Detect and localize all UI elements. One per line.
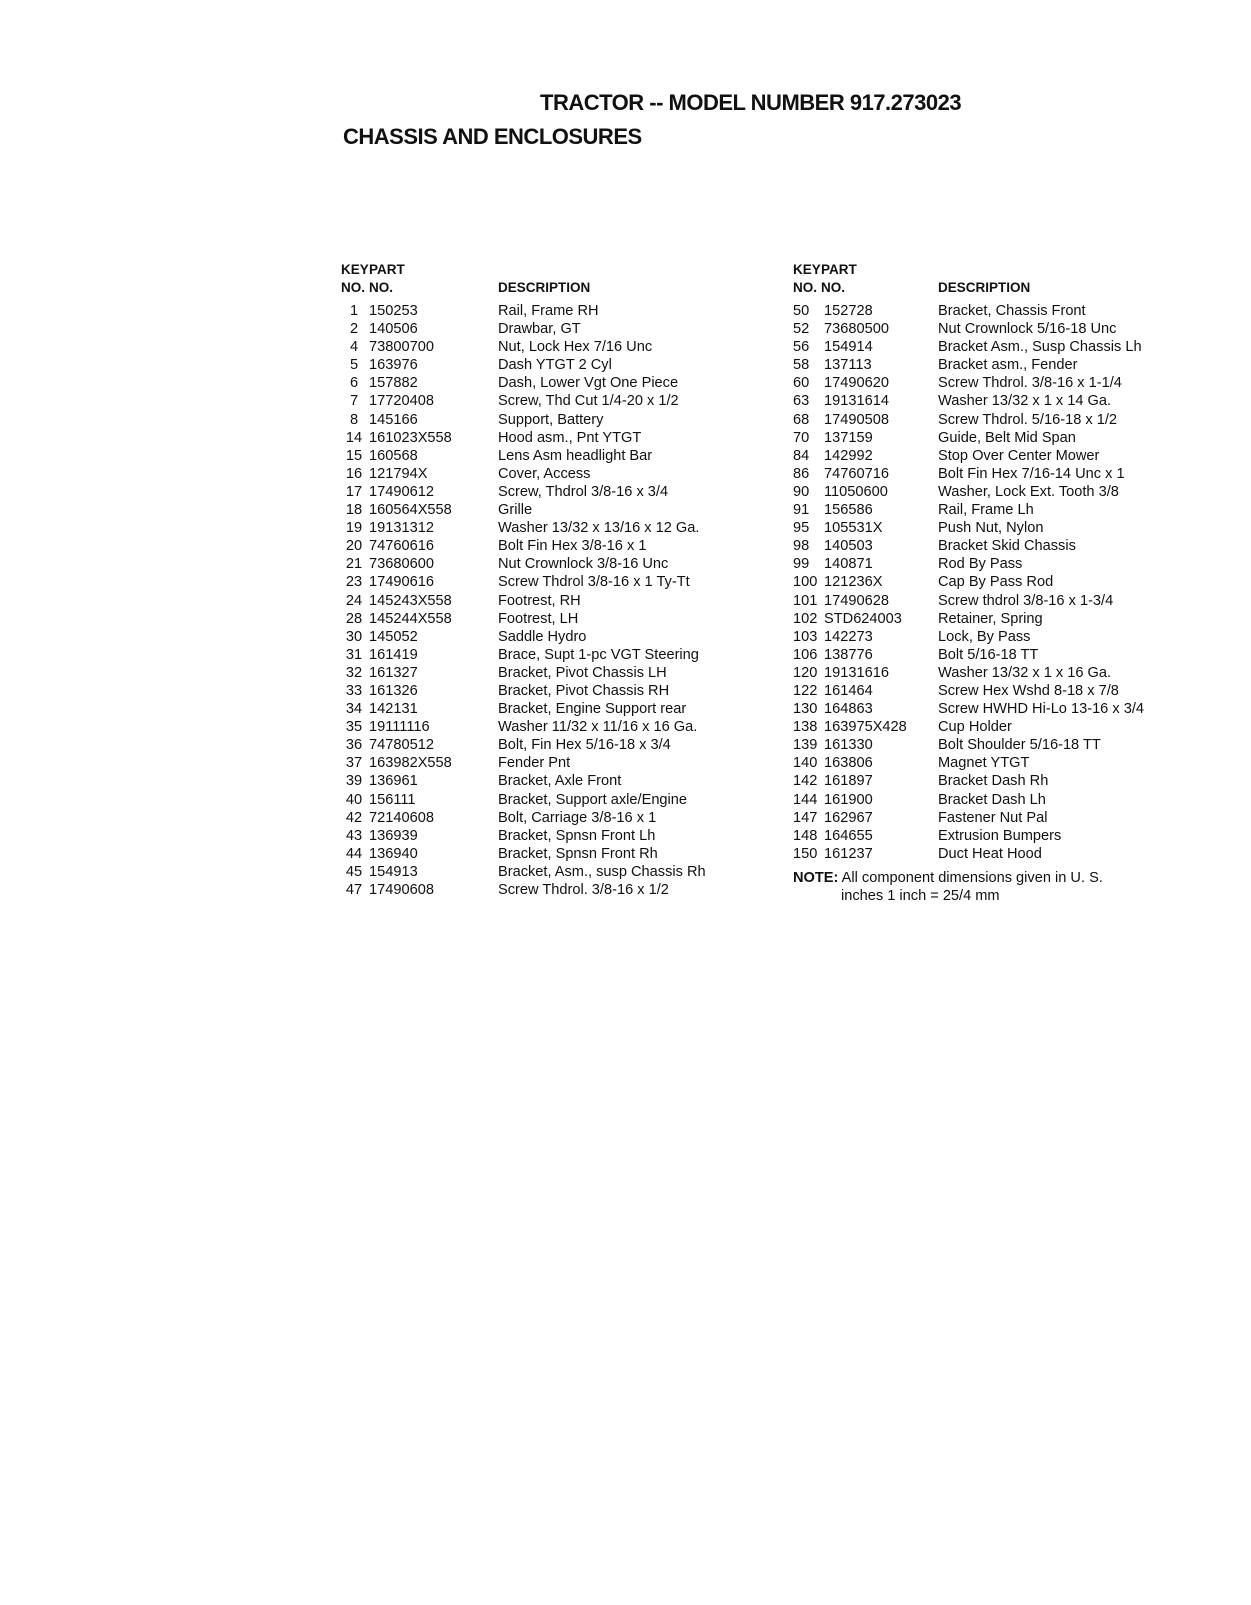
description: Rail, Frame Lh [938, 502, 1034, 519]
key-no: 20 [345, 538, 363, 555]
description: Saddle Hydro [498, 628, 587, 645]
description: Bolt Fin Hex 3/8-16 x 1 [498, 538, 647, 555]
description: Bracket, Asm., susp Chassis Rh [498, 863, 706, 880]
table-row [793, 827, 1233, 845]
description: Bolt, Fin Hex 5/16-18 x 3/4 [498, 737, 671, 754]
table-row [793, 736, 1233, 754]
note-line-1 [793, 869, 1233, 887]
table-row [793, 501, 1233, 519]
table-row [341, 483, 781, 501]
description: Stop Over Center Mower [938, 447, 1100, 464]
table-row [341, 610, 781, 628]
table-row [793, 447, 1233, 465]
part-no: 17490616 [369, 574, 434, 591]
key-no: 39 [345, 773, 363, 790]
header-key-label: KEY [793, 262, 821, 277]
table-row [793, 646, 1233, 664]
table-row [341, 447, 781, 465]
parts-list [341, 302, 781, 899]
key-no: 43 [345, 827, 363, 844]
table-row [341, 320, 781, 338]
table-row [793, 754, 1233, 772]
description: Bracket Skid Chassis [938, 538, 1076, 555]
key-no: 42 [345, 809, 363, 826]
description: Washer 13/32 x 13/16 x 12 Ga. [498, 520, 700, 537]
key-no: 68 [793, 411, 810, 428]
table-row [341, 374, 781, 392]
description: Bolt 5/16-18 TT [938, 646, 1039, 663]
table-row [793, 302, 1233, 320]
table-header [341, 262, 781, 302]
description: Bracket, Pivot Chassis RH [498, 682, 670, 699]
part-no: 157882 [369, 375, 418, 392]
table-row [341, 700, 781, 718]
description: Screw Hex Wshd 8-18 x 7/8 [938, 682, 1119, 699]
header-key-no-label: NO. [341, 280, 366, 295]
note [793, 869, 1233, 905]
part-no: 72140608 [369, 809, 434, 826]
description: Bolt Shoulder 5/16-18 TT [938, 737, 1101, 754]
key-no: 150 [793, 845, 818, 862]
part-no: 73680500 [824, 321, 889, 338]
description: Nut, Lock Hex 7/16 Unc [498, 339, 653, 356]
description: Screw Thdrol. 5/16-18 x 1/2 [938, 411, 1118, 428]
table-header [793, 262, 1233, 302]
part-no: 161023X558 [369, 429, 452, 446]
description: Screw thdrol 3/8-16 x 1-3/4 [938, 592, 1114, 609]
key-no: 7 [349, 393, 359, 410]
table-row [793, 700, 1233, 718]
description: Washer 13/32 x 1 x 14 Ga. [938, 393, 1112, 410]
table-row [793, 809, 1233, 827]
key-no: 28 [345, 610, 363, 627]
description: Lens Asm headlight Bar [498, 447, 653, 464]
key-no: 90 [793, 483, 810, 500]
description: Dash YTGT 2 Cyl [498, 357, 612, 374]
description: Fender Pnt [498, 755, 571, 772]
table-row [793, 573, 1233, 591]
part-no: 150253 [369, 303, 418, 319]
description: Cap By Pass Rod [938, 574, 1054, 591]
key-no: 32 [345, 664, 363, 681]
description: Footrest, LH [498, 610, 579, 627]
description: Extrusion Bumpers [938, 827, 1062, 844]
part-no: 164655 [824, 827, 873, 844]
part-no: 161464 [824, 682, 873, 699]
description: Bracket Asm., Susp Chassis Lh [938, 339, 1142, 356]
table-row [341, 628, 781, 646]
table-row [341, 537, 781, 555]
part-no: 74760616 [369, 538, 434, 555]
table-row [341, 592, 781, 610]
key-no: 142 [793, 773, 818, 790]
key-no: 86 [793, 465, 810, 482]
description: Screw Thdrol. 3/8-16 x 1-1/4 [938, 375, 1122, 392]
key-no: 8 [349, 411, 359, 428]
description: Bracket, Axle Front [498, 773, 622, 790]
key-no: 44 [345, 845, 363, 862]
table-row [341, 863, 781, 881]
key-no: 99 [793, 556, 810, 573]
part-no: 156586 [824, 502, 873, 519]
key-no: 52 [793, 321, 810, 338]
table-row [341, 338, 781, 356]
description: Bracket asm., Fender [938, 357, 1078, 374]
table-row [793, 628, 1233, 646]
table-row [793, 429, 1233, 447]
part-no: 154913 [369, 863, 418, 880]
part-no: 161897 [824, 773, 873, 790]
table-row [793, 592, 1233, 610]
key-no: 102 [793, 610, 818, 627]
part-no: 137113 [824, 357, 872, 374]
part-no: 161327 [369, 664, 418, 681]
key-no: 33 [345, 682, 363, 699]
table-row [793, 718, 1233, 736]
key-no: 148 [793, 827, 818, 844]
table-row [793, 392, 1233, 410]
table-row [341, 754, 781, 772]
description: Bracket Dash Rh [938, 773, 1049, 790]
part-no: 17490628 [824, 592, 889, 609]
description: Nut Crownlock 5/16-18 Unc [938, 321, 1117, 338]
table-row [341, 664, 781, 682]
part-no: 19111116 [369, 719, 430, 736]
table-row [793, 682, 1233, 700]
part-no: 164863 [824, 701, 873, 718]
key-no: 15 [345, 447, 363, 464]
description: Washer, Lock Ext. Tooth 3/8 [938, 483, 1119, 500]
table-row [341, 845, 781, 863]
part-no: 17720408 [369, 393, 434, 410]
key-no: 23 [345, 574, 363, 591]
key-no: 147 [793, 809, 818, 826]
header-description-label: DESCRIPTION [938, 280, 1031, 295]
key-no: 91 [793, 502, 810, 519]
part-no: 74760716 [824, 465, 889, 482]
part-no: 17490608 [369, 882, 434, 898]
table-row [341, 465, 781, 483]
description: Lock, By Pass [938, 628, 1031, 645]
key-no: 40 [345, 791, 363, 808]
note-text-2: inches 1 inch = 25/4 mm [841, 887, 1000, 904]
part-no: 162967 [824, 809, 873, 826]
key-no: 130 [793, 701, 818, 718]
table-row [793, 338, 1233, 356]
description: Bracket, Pivot Chassis LH [498, 664, 667, 681]
part-no: 161237 [824, 845, 873, 862]
key-no: 120 [793, 664, 818, 681]
key-no: 35 [345, 719, 363, 736]
part-no: 140871 [824, 556, 873, 573]
table-row [793, 664, 1233, 682]
part-no: 136940 [369, 845, 418, 862]
key-no: 14 [345, 429, 363, 446]
table-row [793, 772, 1233, 790]
part-no: 142273 [824, 628, 873, 645]
description: Screw Thdrol. 3/8-16 x 1/2 [498, 882, 669, 898]
key-no: 4 [349, 339, 359, 356]
key-no: 70 [793, 429, 810, 446]
key-no: 95 [793, 520, 810, 537]
table-row [341, 411, 781, 429]
section-title: CHASSIS AND ENCLOSURES [343, 124, 642, 149]
key-no: 100 [793, 574, 818, 591]
table-row [793, 519, 1233, 537]
key-no: 5 [349, 357, 359, 374]
parts-table-right [793, 262, 1233, 905]
part-no: 163975X428 [824, 719, 907, 736]
table-row [793, 320, 1233, 338]
table-row [793, 791, 1233, 809]
part-no: 73800700 [369, 339, 434, 356]
part-no: 19131616 [824, 664, 889, 681]
table-row [793, 465, 1233, 483]
description: Duct Heat Hood [938, 845, 1042, 862]
table-row [341, 881, 781, 899]
table-row [341, 809, 781, 827]
key-no: 144 [793, 791, 818, 808]
table-row [793, 845, 1233, 863]
table-row [341, 519, 781, 537]
key-no: 17 [345, 483, 363, 500]
key-no: 6 [349, 375, 359, 392]
description: Brace, Supt 1-pc VGT Steering [498, 646, 699, 663]
table-row [793, 356, 1233, 374]
part-no: 163976 [369, 357, 418, 374]
table-row [341, 791, 781, 809]
part-no: 121794X [369, 465, 428, 482]
table-row [793, 483, 1233, 501]
header-key-no-label: NO. [793, 280, 818, 295]
parts-list [793, 302, 1233, 863]
table-row [793, 374, 1233, 392]
part-no: 154914 [824, 339, 873, 356]
description: Fastener Nut Pal [938, 809, 1048, 826]
key-no: 84 [793, 447, 810, 464]
part-no: 145244X558 [369, 610, 452, 627]
description: Drawbar, GT [498, 321, 581, 338]
key-no: 101 [793, 592, 818, 609]
description: Bracket, Chassis Front [938, 303, 1086, 319]
description: Washer 13/32 x 1 x 16 Ga. [938, 664, 1112, 681]
part-no: 152728 [824, 303, 873, 319]
note-text-1: All component dimensions given in U. S. [841, 869, 1103, 886]
part-no: 145166 [369, 411, 418, 428]
part-no: 145052 [369, 628, 418, 645]
header-part-no-label: NO. [369, 280, 394, 295]
table-row [341, 646, 781, 664]
table-row [341, 429, 781, 447]
part-no: 160564X558 [369, 502, 452, 519]
part-no: 105531X [824, 520, 883, 537]
key-no: 37 [345, 755, 363, 772]
part-no: 138776 [824, 646, 873, 663]
description: Magnet YTGT [938, 755, 1030, 772]
part-no: 19131312 [369, 520, 434, 537]
description: Bolt Fin Hex 7/16-14 Unc x 1 [938, 465, 1125, 482]
header-part-label: PART [821, 262, 857, 277]
key-no: 58 [793, 357, 810, 374]
key-no: 18 [345, 502, 363, 519]
key-no: 36 [345, 737, 363, 754]
part-no: 136961 [369, 773, 418, 790]
part-no: 156111 [369, 791, 416, 808]
description: Grille [498, 502, 533, 519]
table-row [341, 573, 781, 591]
part-no: 142131 [369, 701, 418, 718]
description: Bolt, Carriage 3/8-16 x 1 [498, 809, 657, 826]
part-no: 142992 [824, 447, 873, 464]
part-no: 11050600 [824, 483, 888, 500]
key-no: 103 [793, 628, 818, 645]
part-no: 140503 [824, 538, 873, 555]
key-no: 98 [793, 538, 810, 555]
description: Dash, Lower Vgt One Piece [498, 375, 679, 392]
description: Cover, Access [498, 465, 591, 482]
table-row [341, 302, 781, 320]
key-no: 30 [345, 628, 363, 645]
table-row [341, 827, 781, 845]
description: Bracket, Engine Support rear [498, 701, 687, 718]
description: Washer 11/32 x 11/16 x 16 Ga. [498, 719, 698, 736]
key-no: 139 [793, 737, 818, 754]
part-no: 161330 [824, 737, 873, 754]
description: Screw, Thdrol 3/8-16 x 3/4 [498, 483, 669, 500]
table-row [793, 610, 1233, 628]
key-no: 19 [345, 520, 363, 537]
key-no: 21 [345, 556, 363, 573]
key-no: 16 [345, 465, 363, 482]
description: Hood asm., Pnt YTGT [498, 429, 642, 446]
part-no: 163982X558 [369, 755, 452, 772]
description: Retainer, Spring [938, 610, 1043, 627]
part-no: 17490612 [369, 483, 434, 500]
part-no: STD624003 [824, 610, 902, 627]
description: Cup Holder [938, 719, 1012, 736]
table-row [341, 501, 781, 519]
key-no: 47 [345, 882, 363, 898]
key-no: 56 [793, 339, 810, 356]
description: Bracket, Spnsn Front Rh [498, 845, 658, 862]
part-no: 136939 [369, 827, 418, 844]
key-no: 140 [793, 755, 818, 772]
key-no: 122 [793, 682, 818, 699]
header-description-label: DESCRIPTION [498, 280, 591, 295]
header-part-no-label: NO. [821, 280, 846, 295]
key-no: 138 [793, 719, 818, 736]
table-row [341, 772, 781, 790]
part-no: 74780512 [369, 737, 434, 754]
note-label: NOTE: [793, 869, 839, 886]
description: Nut Crownlock 3/8-16 Unc [498, 556, 669, 573]
part-no: 140506 [369, 321, 418, 338]
description: Rod By Pass [938, 556, 1023, 573]
description: Bracket Dash Lh [938, 791, 1046, 808]
table-row [793, 411, 1233, 429]
key-no: 106 [793, 646, 818, 663]
part-no: 19131614 [824, 393, 889, 410]
page-title: TRACTOR -- MODEL NUMBER 917.273023 [540, 90, 962, 115]
table-row [793, 555, 1233, 573]
table-row [341, 736, 781, 754]
description: Support, Battery [498, 411, 604, 428]
table-row [341, 392, 781, 410]
description: Rail, Frame RH [498, 303, 599, 319]
description: Bracket, Spnsn Front Lh [498, 827, 656, 844]
header-part-label: PART [369, 262, 405, 277]
key-no: 2 [349, 321, 359, 338]
description: Bracket, Support axle/Engine [498, 791, 688, 808]
key-no: 50 [793, 303, 810, 319]
key-no: 60 [793, 375, 810, 392]
description: Footrest, RH [498, 592, 581, 609]
table-row [341, 682, 781, 700]
description: Push Nut, Nylon [938, 520, 1044, 537]
key-no: 31 [345, 646, 363, 663]
part-no: 17490508 [824, 411, 889, 428]
part-no: 161419 [369, 646, 418, 663]
part-no: 161326 [369, 682, 418, 699]
part-no: 17490620 [824, 375, 889, 392]
description: Screw HWHD Hi-Lo 13-16 x 3/4 [938, 701, 1144, 718]
table-row [341, 356, 781, 374]
key-no: 24 [345, 592, 363, 609]
part-no: 160568 [369, 447, 418, 464]
part-no: 145243X558 [369, 592, 452, 609]
table-row [341, 555, 781, 573]
parts-table-left [341, 262, 781, 899]
key-no: 1 [349, 303, 359, 319]
description: Guide, Belt Mid Span [938, 429, 1076, 446]
description: Screw, Thd Cut 1/4-20 x 1/2 [498, 393, 679, 410]
part-no: 73680600 [369, 556, 434, 573]
part-no: 121236X [824, 574, 883, 591]
part-no: 163806 [824, 755, 873, 772]
key-no: 45 [345, 863, 363, 880]
part-no: 137159 [824, 429, 873, 446]
table-row [793, 537, 1233, 555]
key-no: 63 [793, 393, 810, 410]
header-key-label: KEY [341, 262, 369, 277]
table-row [341, 718, 781, 736]
description: Screw Thdrol 3/8-16 x 1 Ty-Tt [498, 574, 690, 591]
key-no: 34 [345, 701, 363, 718]
part-no: 161900 [824, 791, 873, 808]
